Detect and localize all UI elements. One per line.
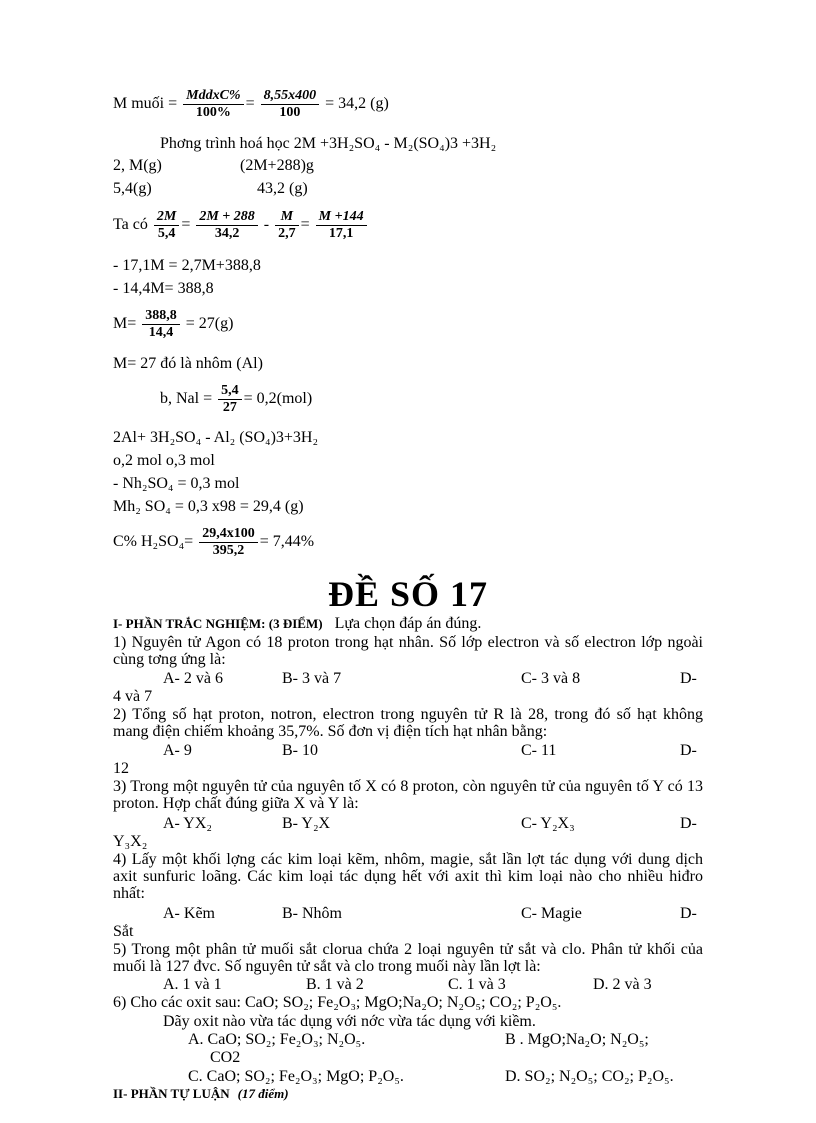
numerator: 2M + 288 xyxy=(196,209,257,226)
part2-points: (17 điểm) xyxy=(237,1086,289,1101)
denominator: 2,7 xyxy=(278,225,296,241)
q4-option-b: B- Nhôm xyxy=(282,905,342,922)
fraction xyxy=(183,88,243,121)
q2-option-d-cont: 12 xyxy=(113,760,129,777)
q6-subtext: Dãy oxit nào vừa tác dụng với nớc vừa tác dụng với kiềm. xyxy=(163,1013,536,1030)
numerator: 5,4 xyxy=(218,383,242,400)
solution-line-3a: 2, M(g) xyxy=(113,157,162,174)
solution-line-4a: 5,4(g) xyxy=(113,180,152,197)
q6-option-c: C. CaO; SO₂; Fe₂O₃; MgO; P₂O₅. xyxy=(188,1068,404,1085)
numerator: 29,4x100 xyxy=(199,526,258,543)
part1-heading: I- PHẦN TRẮC NGHIỆM: (3 ĐIỂM) xyxy=(113,616,323,631)
q6-option-b: B . MgO;Na₂O; N₂O₅; xyxy=(505,1031,649,1048)
q2-option-d: D- xyxy=(680,742,697,759)
q2-option-b: B- 10 xyxy=(282,742,318,759)
q2-option-c: C- 11 xyxy=(521,742,557,759)
text: = 7,44% xyxy=(259,533,315,550)
question-5: 5) Trong một phân tử muối sắt clorua chứa 2 loại nguyên tử sắt và clo. Phân tử khối của muối là 127 đvc. Số nguyên tử sắt và clo trong muối này lần lợt là: xyxy=(113,941,703,975)
denominator: 14,4 xyxy=(148,324,174,340)
text: C% H₂SO₄= xyxy=(113,533,194,550)
numerator: 388,8 xyxy=(142,308,180,325)
q3-option-d-cont: Y₃X₂ xyxy=(113,833,148,850)
solution-line-15 xyxy=(113,518,314,566)
solution-line-8 xyxy=(113,300,233,348)
q1-option-a: A- 2 và 6 xyxy=(163,670,223,687)
denominator: 100% xyxy=(195,104,231,120)
q1-option-b: B- 3 và 7 xyxy=(282,670,342,687)
text: = xyxy=(245,95,255,112)
solution-line-7: - 14,4M= 388,8 xyxy=(113,280,214,297)
fraction xyxy=(261,88,320,121)
q3-option-b: B- Y₂X xyxy=(282,815,331,832)
exam-title: ĐỀ SỐ 17 xyxy=(327,574,489,614)
q3-option-d: D- xyxy=(680,815,697,832)
q4-option-c: C- Magie xyxy=(521,905,582,922)
numerator: M +144 xyxy=(316,209,367,226)
q2-option-a: A- 9 xyxy=(163,742,192,759)
q3-option-a: A- YX₂ xyxy=(163,815,212,832)
numerator: 8,55x400 xyxy=(261,88,320,105)
q5-option-b: B. 1 và 2 xyxy=(306,976,364,993)
q6-option-d: D. SO₂; N₂O₅; CO₂; P₂O₅. xyxy=(505,1068,674,1085)
denominator: 5,4 xyxy=(157,225,176,241)
q4-option-d: D- xyxy=(680,905,697,922)
solution-line-9: M= 27 đó là nhôm (Al) xyxy=(113,355,263,372)
q1-option-d-cont: 4 và 7 xyxy=(113,688,153,705)
solution-line-6: - 17,1M = 2,7M+388,8 xyxy=(113,257,261,274)
solution-line-11: 2Al+ 3H₂SO₄ - Al₂ (SO₄)3+3H₂ xyxy=(113,429,319,446)
denominator: 34,2 xyxy=(214,225,240,241)
part1-heading-line xyxy=(113,615,481,633)
question-1: 1) Nguyên tử Agon có 18 proton trong hạt nhân. Số lớp electron và số electron lớp ngoài cùng tơng ứng là: xyxy=(113,634,703,668)
numerator: 2M xyxy=(154,209,179,226)
q1-option-c: C- 3 và 8 xyxy=(521,670,581,687)
denominator: 27 xyxy=(222,399,237,415)
part2-heading-line xyxy=(113,1085,289,1103)
solution-line-4b: 43,2 (g) xyxy=(257,180,308,197)
text: M muối = xyxy=(113,95,178,112)
q4-option-a: A- Kẽm xyxy=(163,905,215,922)
fraction xyxy=(196,209,257,242)
q1-option-d: D- xyxy=(680,670,697,687)
text: M= xyxy=(113,315,137,332)
fraction xyxy=(199,526,258,559)
solution-line-3b: (2M+288)g xyxy=(240,157,314,174)
q6-option-a: A. CaO; SO₂; Fe₂O₃; N₂O₅. xyxy=(188,1031,366,1048)
fraction xyxy=(316,209,367,242)
solution-line-1 xyxy=(113,80,389,128)
part1-instruction: Lựa chọn đáp án đúng. xyxy=(334,615,482,632)
fraction xyxy=(154,209,179,242)
solution-line-14: Mh₂ SO₄ = 0,3 x98 = 29,4 (g) xyxy=(113,498,304,515)
solution-line-13: - Nh₂SO₄ = 0,3 mol xyxy=(113,475,240,492)
solution-line-5: Ta có $\frac{2M}{5,4}$ = $\frac{2M + 288}{34,2}$ - $\frac{M}{2,7}$ = $\frac{M +144}{17,1}$ xyxy=(113,201,369,249)
denominator: 395,2 xyxy=(212,542,245,558)
text: = 0,2(mol) xyxy=(243,390,313,407)
text: - xyxy=(263,216,270,233)
numerator: MddxC% xyxy=(183,88,243,105)
solution-line-12: o,2 mol o,3 mol xyxy=(113,452,215,469)
text: Ta có xyxy=(113,216,148,233)
fraction xyxy=(275,209,299,242)
q6-option-b-cont: CO2 xyxy=(210,1049,241,1066)
q3-option-c: C- Y₂X₃ xyxy=(521,815,575,832)
question-3: 3) Trong một nguyên tử của nguyên tố X có 8 proton, còn nguyên tử của nguyên tố Y có 13 proton. Hợp chất đúng giữa X và Y là: xyxy=(113,778,703,812)
part2-heading: II- PHẦN TỰ LUẬN xyxy=(113,1086,230,1101)
text: = 27(g) xyxy=(185,315,234,332)
denominator: 17,1 xyxy=(328,225,354,241)
q4-option-d-cont: Sắt xyxy=(113,923,134,940)
q5-option-a: A. 1 và 1 xyxy=(163,976,222,993)
text: = 34,2 (g) xyxy=(325,95,389,112)
q5-option-d: D. 2 và 3 xyxy=(593,976,652,993)
question-2: 2) Tổng số hạt proton, notron, electron trong nguyên tử R là 28, trong đó số hạt không mang điện chiếm khoảng 35,7%. Số đơn vị điện tích hạt nhân bằng: xyxy=(113,706,703,740)
solution-line-10 xyxy=(160,375,312,423)
fraction xyxy=(218,383,242,416)
solution-line-2: Phơng trình hoá học 2M +3H₂SO₄ - M₂(SO₄)3 +3H₂ xyxy=(160,135,497,152)
question-4: 4) Lấy một khối lợng các kim loại kẽm, nhôm, magie, sắt lần lợt tác dụng với dung dịch axit sunfuric loãng. Các kim loại tác dụng hết với axit thì kim loại nào cho nhiều hiđro nhất: xyxy=(113,851,703,902)
text: b, Nal = xyxy=(160,390,213,407)
question-6: 6) Cho các oxit sau: CaO; SO₂; Fe₂O₃; MgO;Na₂O; N₂O₅; CO₂; P₂O₅. xyxy=(113,994,562,1011)
q5-option-c: C. 1 và 3 xyxy=(448,976,506,993)
fraction xyxy=(142,308,180,341)
numerator: M xyxy=(275,209,299,226)
denominator: 100 xyxy=(279,104,301,120)
